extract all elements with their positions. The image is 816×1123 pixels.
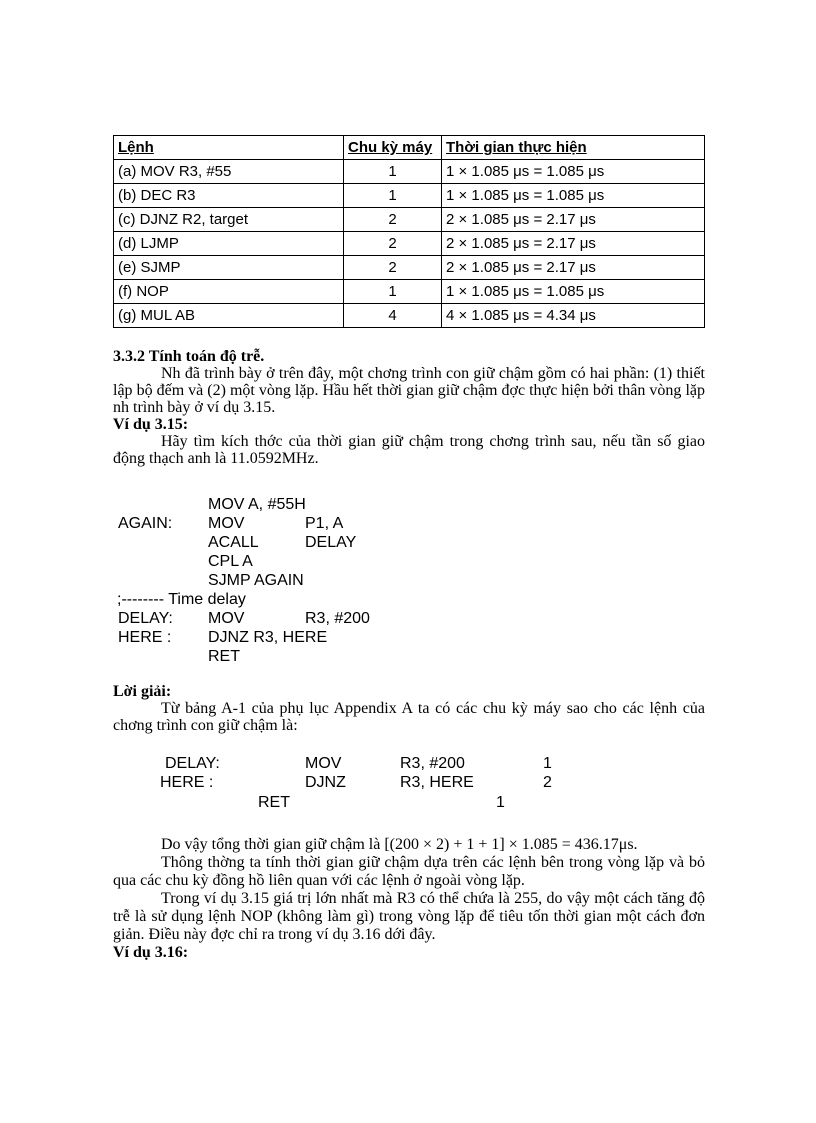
- cell-instruction: (g) MUL AB: [114, 304, 344, 328]
- col-header-cycles: Chu kỳ máy: [344, 136, 442, 160]
- code-op: RET: [208, 648, 240, 665]
- cell-instruction: (c) DJNZ R2, target: [114, 208, 344, 232]
- paragraph-intro: Nh đã trình bày ở trên đây, một chơng trình con giữ chậm gồm có hai phần: (1) thiết lập bộ đếm và (2) một vòng lặp. Hầu hết thời gian giữ chậm đợc thực hiện bởi thân vòng lặp nh trình bày ở ví dụ 3.15.: [113, 365, 705, 416]
- cell-time: 1 × 1.085 μs = 1.085 μs: [442, 280, 705, 304]
- cell-cycles: 4: [344, 304, 442, 328]
- example-text: Hãy tìm kích thớc của thời gian giữ chậm trong chơng trình sau, nếu tần số giao động thạch anh là 11.0592MHz.: [113, 433, 705, 467]
- cell-time: 2 × 1.085 μs = 2.17 μs: [442, 208, 705, 232]
- code-op: MOV: [208, 515, 245, 532]
- code-label: HERE :: [160, 774, 214, 791]
- code-label: DELAY:: [118, 610, 173, 627]
- col-header-instruction: Lệnh: [114, 136, 344, 160]
- code-op: ACALL: [208, 534, 259, 551]
- cell-time: 2 × 1.085 μs = 2.17 μs: [442, 232, 705, 256]
- cell-cycles: 1: [344, 160, 442, 184]
- code-arg: P1, A: [305, 515, 344, 532]
- code-op: MOV A, #55H: [208, 496, 306, 513]
- code-op: MOV: [305, 755, 342, 772]
- code-op: DJNZ R3, HERE: [208, 629, 328, 646]
- code-comment: ;-------- Time delay: [117, 591, 246, 608]
- paragraph-usually: Thông thờng ta tính thời gian giữ chậm dựa trên các lệnh bên trong vòng lặp và bỏ qua các chu kỳ đồng hồ liên quan với các lệnh ở ngoài vòng lặp.: [113, 854, 705, 889]
- solution-heading: Lời giải:: [113, 683, 172, 700]
- table-row: [114, 232, 705, 256]
- paragraph-total: Do vậy tổng thời gian giữ chậm là [(200 × 2) + 1 + 1] × 1.085 = 436.17μs.: [161, 836, 638, 853]
- table-row: [114, 280, 705, 304]
- section-heading: 3.3.2 Tính toán độ trễ.: [113, 348, 265, 365]
- cell-cycles: 2: [344, 232, 442, 256]
- col-header-time: Thời gian thực hiện: [442, 136, 705, 160]
- table-row: [114, 304, 705, 328]
- table-row: [114, 208, 705, 232]
- code-arg: DELAY: [305, 534, 357, 551]
- machine-cycle-table: [113, 135, 705, 328]
- cell-time: 2 × 1.085 μs = 2.17 μs: [442, 256, 705, 280]
- paragraph-nop: Trong ví dụ 3.15 giá trị lớn nhất mà R3 có thể chứa là 255, do vậy một cách tăng độ trễ là sử dụng lệnh NOP (không làm gì) trong vòng lặp để tiêu tốn thời gian một cách đơn giản. Điều này đợc chỉ ra trong ví dụ 3.16 dới đây.: [113, 890, 705, 943]
- section-total: [113, 836, 705, 962]
- example-heading: Ví dụ 3.16:: [113, 944, 189, 961]
- code-listing: [0, 495, 816, 670]
- code-arg: R3, #200: [400, 755, 465, 772]
- section-delay: [113, 348, 705, 467]
- cell-instruction: (a) MOV R3, #55: [114, 160, 344, 184]
- example-heading: Ví dụ 3.15:: [113, 416, 189, 433]
- section-solution: [113, 683, 705, 734]
- code-cycles: 1: [496, 794, 505, 811]
- solution-text: Từ bảng A-1 của phụ lục Appendix A ta có các chu kỳ máy sao cho các lệnh của chơng trình con giữ chậm là:: [113, 700, 705, 734]
- cell-instruction: (f) NOP: [114, 280, 344, 304]
- code-op: CPL A: [208, 553, 253, 570]
- table-header-row: [114, 136, 705, 160]
- cell-time: 4 × 1.085 μs = 4.34 μs: [442, 304, 705, 328]
- table-row: [114, 160, 705, 184]
- cell-time: 1 × 1.085 μs = 1.085 μs: [442, 160, 705, 184]
- code-op: MOV: [208, 610, 245, 627]
- code-label: DELAY:: [165, 755, 220, 772]
- table-row: [114, 256, 705, 280]
- cell-cycles: 1: [344, 184, 442, 208]
- cell-instruction: (e) SJMP: [114, 256, 344, 280]
- code-op: DJNZ: [305, 774, 346, 791]
- code-op: RET: [258, 794, 290, 811]
- code-cycles: 1: [543, 755, 552, 772]
- code-label: HERE :: [118, 629, 172, 646]
- cell-instruction: (d) LJMP: [114, 232, 344, 256]
- code-op: SJMP AGAIN: [208, 572, 304, 589]
- cell-cycles: 1: [344, 280, 442, 304]
- table-row: [114, 184, 705, 208]
- cell-cycles: 2: [344, 208, 442, 232]
- cell-cycles: 2: [344, 256, 442, 280]
- cycle-listing: [0, 754, 816, 814]
- cell-time: 1 × 1.085 μs = 1.085 μs: [442, 184, 705, 208]
- code-label: AGAIN:: [118, 515, 173, 532]
- code-arg: R3, HERE: [400, 774, 474, 791]
- cell-instruction: (b) DEC R3: [114, 184, 344, 208]
- code-arg: R3, #200: [305, 610, 370, 627]
- code-cycles: 2: [543, 774, 552, 791]
